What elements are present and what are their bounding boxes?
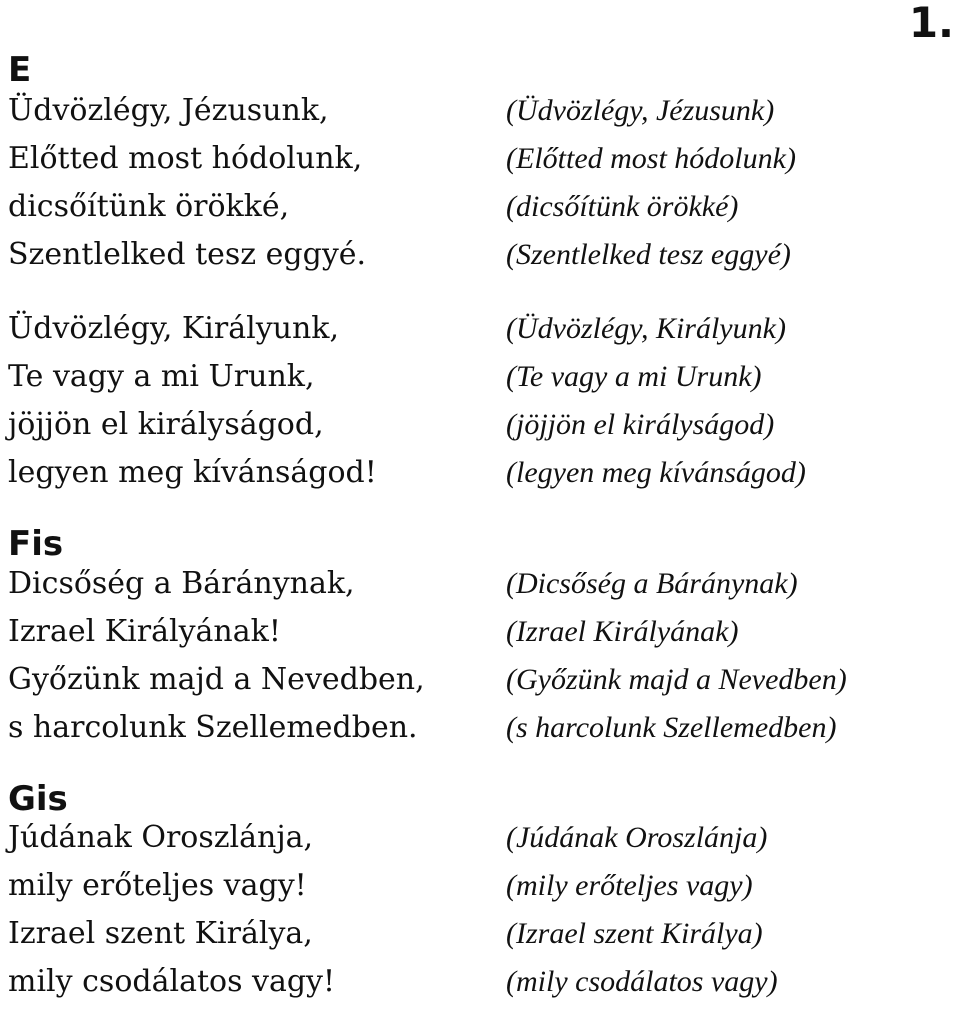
lyric-line: dicsőítünk örökké, (8, 189, 290, 224)
stanza-3-echo (506, 560, 946, 752)
lyric-line: legyen meg kívánságod! (8, 455, 377, 490)
key-label-fis: Fis (8, 524, 64, 564)
echo-line: (Te vagy a mi Urunk) (506, 360, 762, 393)
stanza-2-lyrics (8, 305, 488, 497)
echo-line: (Üdvözlégy, Jézusunk) (506, 94, 775, 127)
stanza-2-echo (506, 305, 946, 497)
echo-line: (legyen meg kívánságod) (506, 456, 806, 489)
echo-line: (dicsőítünk örökké) (506, 190, 739, 223)
lyric-line: mily csodálatos vagy! (8, 964, 336, 999)
key-label-gis: Gis (8, 779, 68, 819)
stanza-1-lyrics (8, 87, 488, 279)
echo-line: (Izrael szent Királya) (506, 917, 763, 950)
lyric-line: mily erőteljes vagy! (8, 868, 307, 903)
stanza-4-echo (506, 814, 946, 1006)
page-number: 1. (908, 0, 954, 47)
lyric-line: Dicsőség a Báránynak, (8, 566, 355, 601)
echo-line: (Üdvözlégy, Királyunk) (506, 312, 786, 345)
lyric-line: Te vagy a mi Urunk, (8, 359, 315, 394)
lyric-line: jöjjön el királyságod, (8, 407, 324, 442)
echo-line: (mily csodálatos vagy) (506, 965, 778, 998)
lyric-line: Júdának Oroszlánja, (8, 820, 314, 855)
lyric-line: s harcolunk Szellemedben. (8, 710, 418, 745)
lyric-line: Izrael szent Királya, (8, 916, 313, 951)
echo-line: (Győzünk majd a Nevedben) (506, 663, 847, 696)
echo-line: (mily erőteljes vagy) (506, 869, 753, 902)
stanza-4-lyrics (8, 814, 488, 1006)
echo-line: (Júdának Oroszlánja) (506, 821, 768, 854)
lyric-line: Szentlelked tesz eggyé. (8, 237, 367, 272)
stanza-1-echo (506, 87, 946, 279)
stanza-3-lyrics (8, 560, 488, 752)
echo-line: (Előtted most hódolunk) (506, 142, 796, 175)
echo-line: (jöjjön el királyságod) (506, 408, 775, 441)
lyric-line: Üdvözlégy, Jézusunk, (8, 93, 329, 128)
echo-line: (Izrael Királyának) (506, 615, 739, 648)
lyric-line: Üdvözlégy, Királyunk, (8, 311, 340, 346)
echo-line: (Szentlelked tesz eggyé) (506, 238, 791, 271)
echo-line: (Dicsőség a Báránynak) (506, 567, 798, 600)
lyric-line: Győzünk majd a Nevedben, (8, 662, 425, 697)
key-label-e: E (8, 50, 32, 90)
echo-line: (s harcolunk Szellemedben) (506, 711, 837, 744)
lyric-line: Izrael Királyának! (8, 614, 281, 649)
lyric-line: Előtted most hódolunk, (8, 141, 363, 176)
